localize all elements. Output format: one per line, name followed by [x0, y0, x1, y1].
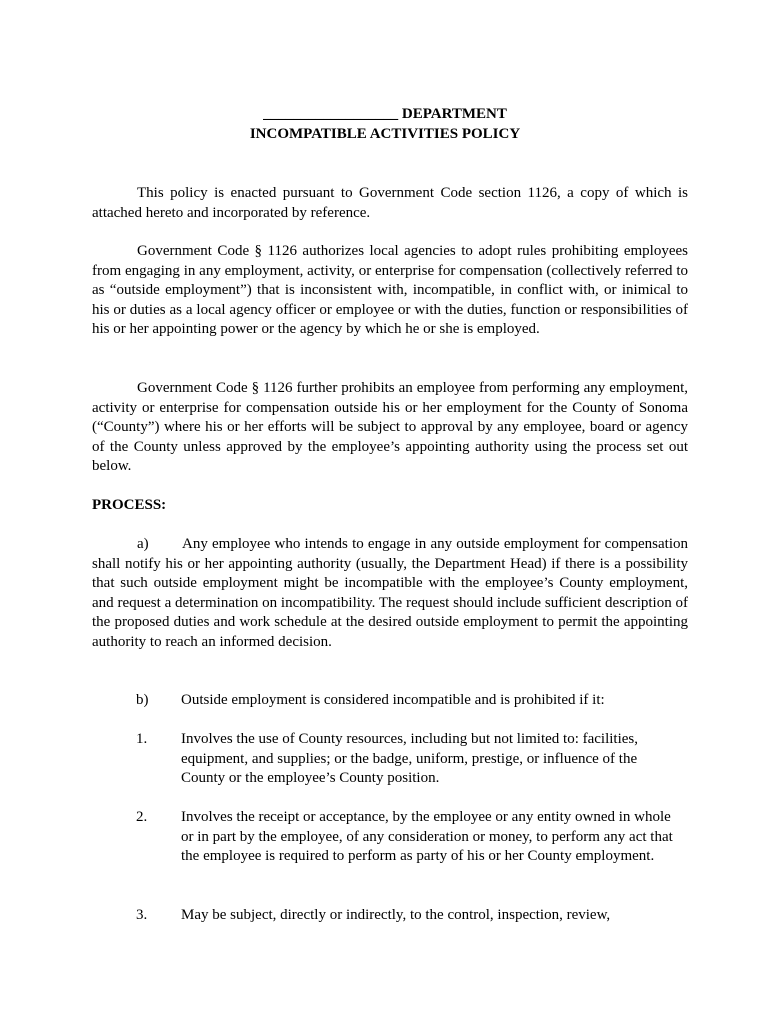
item-b-text: Outside employment is considered incompatible and is prohibited if it: — [181, 692, 605, 708]
process-item-a — [92, 535, 688, 653]
prohibition-text: Government Code § 1126 further prohibits an employee from performing any employment, activity or enterprise for compensation outside his or her employment for the County of Sonoma (“County”) where his or her efforts will be subject to approval by any employee, board or agency of the County unless approved by the employee’s appointing authority using the process set out below. — [92, 380, 688, 475]
list-item-number: 3. — [136, 907, 148, 923]
list-item-number: 1. — [136, 731, 148, 747]
item-a-label: a) — [137, 536, 149, 552]
intro-paragraph — [92, 184, 688, 223]
item-a-text: Any employee who intends to engage in any outside employment for compensation shall notify his or her appointing authority (usually, the Department Head) if there is a possibility that such outside employment might be incompatible with the employee’s County employment, and request a determination on incompatibility. The request should include sufficient description of the proposed duties and work schedule at the desired outside employment to permit the appointing authority to reach an informed decision. — [92, 536, 688, 650]
list-item-text: Involves the receipt or acceptance, by the employee or any entity owned in whole or in part by the employee, of any consideration or money, to perform any act that the employee is required to perform as party of his or her County employment. — [181, 809, 673, 865]
prohibition-paragraph — [92, 379, 688, 477]
policy-title: INCOMPATIBLE ACTIVITIES POLICY — [249, 126, 521, 142]
item-b-label: b) — [136, 692, 149, 708]
list-item-number: 2. — [136, 809, 148, 825]
department-line: __________________ DEPARTMENT — [263, 106, 507, 122]
intro-text: This policy is enacted pursuant to Government Code section 1126, a copy of which is attached hereto and incorporated by reference. — [92, 185, 688, 221]
list-item-text: May be subject, directly or indirectly, to the control, inspection, review, — [181, 907, 611, 923]
authorization-text: Government Code § 1126 authorizes local agencies to adopt rules prohibiting employees from engaging in any employment, activity, or enterprise for compensation (collectively referred to as “outside employment”) that is inconsistent with, incompatible, in conflict with, or inimical to his or duties as a local agency officer or employee or with the duties, function or responsibilities of his or her appointing power or the agency by which he or she is employed. — [92, 243, 688, 338]
authorization-paragraph — [92, 242, 688, 340]
process-heading: PROCESS: — [92, 497, 167, 513]
list-item-text: Involves the use of County resources, including but not limited to: facilities, equipment, and supplies; or the badge, uniform, prestige, or influence of the County or the employee’s County position. — [181, 731, 639, 787]
